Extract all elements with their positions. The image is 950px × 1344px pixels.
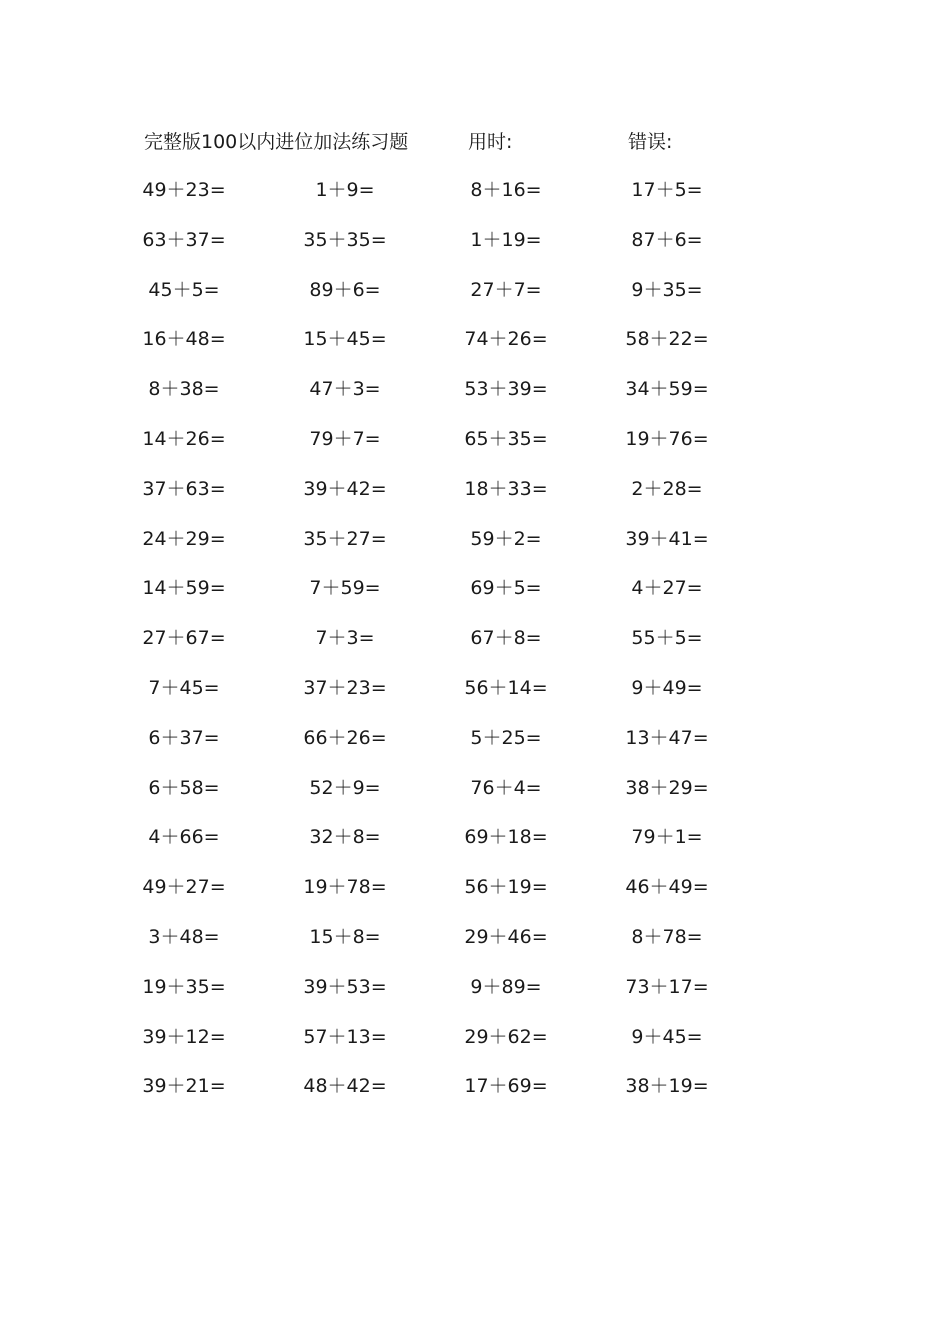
problem-row	[0, 574, 950, 624]
addition-problem: 79＋7=	[309, 427, 381, 450]
problem-row	[0, 325, 950, 375]
addition-problem: 47＋3=	[309, 378, 381, 401]
problem-row	[0, 873, 950, 923]
addition-problem: 9＋89=	[470, 975, 542, 998]
problem-row	[0, 923, 950, 973]
addition-problem: 34＋59=	[625, 378, 709, 401]
addition-problem: 17＋5=	[631, 179, 703, 201]
problem-row	[0, 226, 950, 276]
addition-problem: 7＋45=	[148, 676, 220, 699]
addition-problem: 16＋48=	[142, 328, 226, 351]
addition-problem: 74＋26=	[464, 328, 548, 351]
addition-problem: 49＋27=	[142, 876, 226, 899]
problem-row	[0, 525, 950, 575]
addition-problem: 4＋66=	[148, 826, 220, 849]
addition-problem: 73＋17=	[625, 975, 709, 998]
addition-problem: 67＋8=	[470, 627, 542, 650]
addition-problem: 39＋53=	[303, 975, 387, 998]
addition-problem: 18＋33=	[464, 477, 548, 500]
problem-row	[0, 973, 950, 1023]
addition-problem: 58＋22=	[625, 328, 709, 351]
problem-row	[0, 475, 950, 525]
addition-problem: 5＋25=	[470, 726, 542, 749]
addition-problem: 48＋42=	[303, 1075, 387, 1098]
problem-row	[0, 774, 950, 824]
addition-problem: 24＋29=	[142, 527, 226, 550]
addition-problem: 35＋35=	[303, 228, 387, 251]
problem-grid	[0, 176, 950, 1122]
problem-row	[0, 724, 950, 774]
addition-problem: 39＋42=	[303, 477, 387, 500]
addition-problem: 39＋41=	[625, 527, 709, 550]
addition-problem: 89＋6=	[309, 278, 381, 301]
addition-problem: 76＋4=	[470, 776, 542, 799]
addition-problem: 69＋5=	[470, 577, 542, 600]
addition-problem: 19＋35=	[142, 975, 226, 998]
addition-problem: 13＋47=	[625, 726, 709, 749]
problem-row	[0, 1023, 950, 1073]
addition-problem: 52＋9=	[309, 776, 381, 799]
addition-problem: 65＋35=	[464, 427, 548, 450]
addition-problem: 8＋78=	[631, 925, 703, 948]
addition-problem: 19＋78=	[303, 876, 387, 899]
addition-problem: 37＋23=	[303, 676, 387, 699]
addition-problem: 53＋39=	[464, 378, 548, 401]
problem-row	[0, 624, 950, 674]
addition-problem: 56＋19=	[464, 876, 548, 899]
addition-problem: 32＋8=	[309, 826, 381, 849]
addition-problem: 8＋38=	[148, 378, 220, 401]
error-count-label: 错误:	[628, 131, 673, 153]
addition-problem: 14＋26=	[142, 427, 226, 450]
addition-problem: 46＋49=	[625, 876, 709, 899]
addition-problem: 56＋14=	[464, 676, 548, 699]
addition-problem: 87＋6=	[631, 228, 703, 251]
addition-problem: 19＋76=	[625, 427, 709, 450]
addition-problem: 45＋5=	[148, 278, 220, 301]
addition-problem: 7＋59=	[309, 577, 381, 600]
worksheet-title: 完整版100以内进位加法练习题	[144, 131, 409, 153]
addition-problem: 4＋27=	[631, 577, 703, 600]
addition-problem: 38＋29=	[625, 776, 709, 799]
addition-problem: 37＋63=	[142, 477, 226, 500]
addition-problem: 57＋13=	[303, 1025, 387, 1048]
addition-problem: 6＋37=	[148, 726, 220, 749]
addition-problem: 66＋26=	[303, 726, 387, 749]
addition-problem: 49＋23=	[142, 179, 226, 201]
addition-problem: 9＋45=	[631, 1025, 703, 1048]
addition-problem: 2＋28=	[631, 477, 703, 500]
addition-problem: 17＋69=	[464, 1075, 548, 1098]
addition-problem: 35＋27=	[303, 527, 387, 550]
addition-problem: 38＋19=	[625, 1075, 709, 1098]
addition-problem: 27＋67=	[142, 627, 226, 650]
problem-row	[0, 375, 950, 425]
addition-problem: 3＋48=	[148, 925, 220, 948]
addition-problem: 79＋1=	[631, 826, 703, 849]
problem-row	[0, 425, 950, 475]
addition-problem: 39＋12=	[142, 1025, 226, 1048]
problem-row	[0, 276, 950, 326]
addition-problem: 63＋37=	[142, 228, 226, 251]
addition-problem: 14＋59=	[142, 577, 226, 600]
time-taken-label: 用时:	[468, 131, 513, 153]
addition-problem: 8＋16=	[470, 179, 542, 201]
addition-problem: 7＋3=	[315, 627, 375, 650]
addition-problem: 39＋21=	[142, 1075, 226, 1098]
addition-problem: 9＋49=	[631, 676, 703, 699]
addition-problem: 15＋8=	[309, 925, 381, 948]
addition-problem: 55＋5=	[631, 627, 703, 650]
addition-problem: 15＋45=	[303, 328, 387, 351]
problem-row	[0, 1072, 950, 1122]
addition-problem: 6＋58=	[148, 776, 220, 799]
problem-row	[0, 823, 950, 873]
addition-problem: 69＋18=	[464, 826, 548, 849]
addition-problem: 29＋62=	[464, 1025, 548, 1048]
addition-problem: 1＋9=	[315, 179, 375, 201]
addition-problem: 59＋2=	[470, 527, 542, 550]
addition-problem: 27＋7=	[470, 278, 542, 301]
worksheet-header	[0, 128, 950, 156]
problem-row	[0, 674, 950, 724]
addition-problem: 9＋35=	[631, 278, 703, 301]
addition-problem: 29＋46=	[464, 925, 548, 948]
problem-row	[0, 176, 950, 226]
addition-problem: 1＋19=	[470, 228, 542, 251]
